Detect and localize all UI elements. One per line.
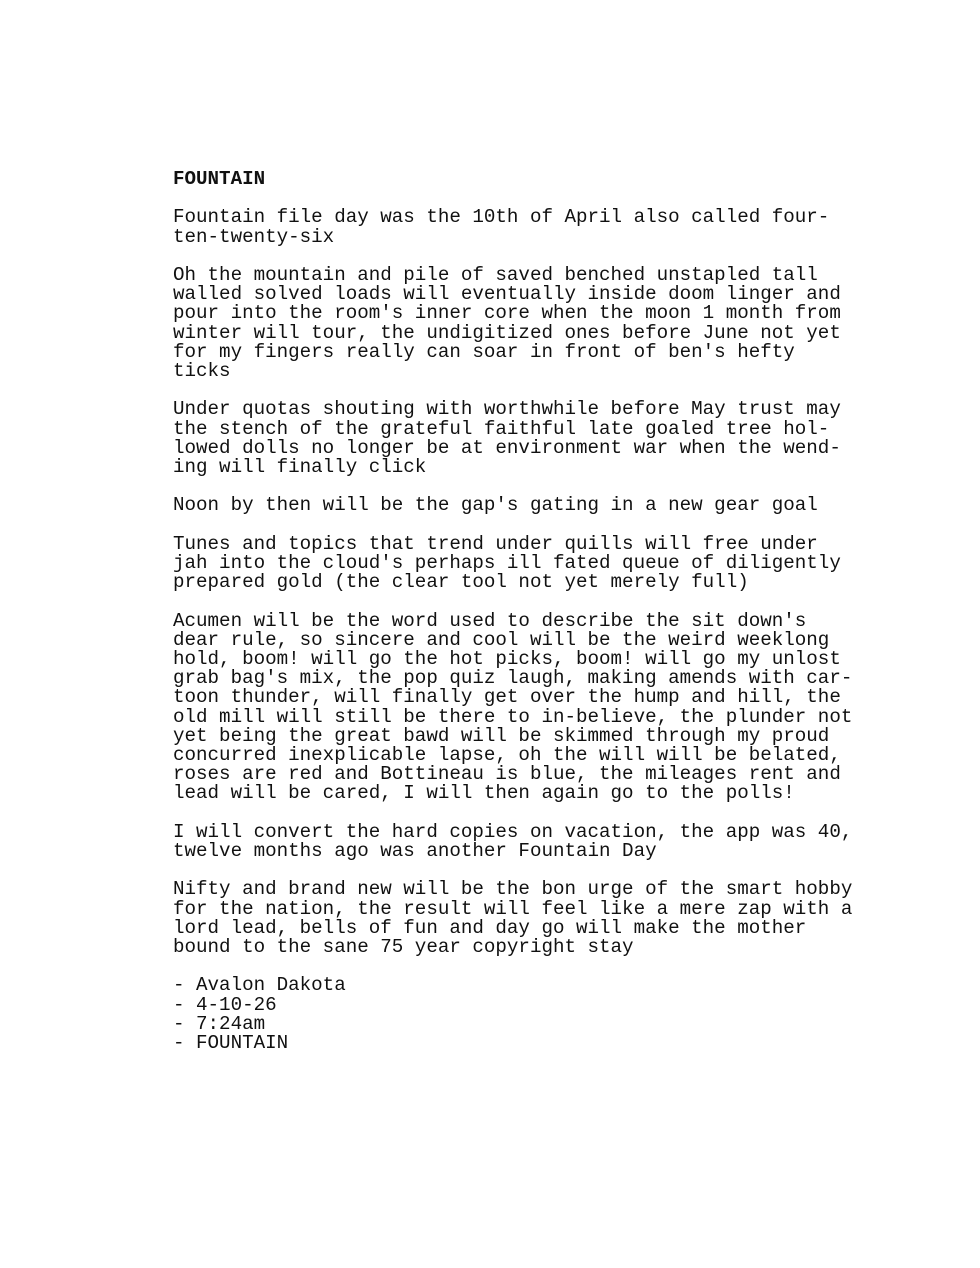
text-line: Tunes and topics that trend under quills will free under [173, 532, 818, 555]
text-line: ing will finally click [173, 456, 427, 478]
text-line: yet being the great bawd will be skimmed through my proud [173, 724, 830, 747]
signature-line: - FOUNTAIN [173, 1032, 289, 1054]
text-line: dear rule, so sincere and cool will be the weird weeklong [173, 628, 830, 651]
paragraph [173, 263, 873, 382]
document-title: FOUNTAIN [173, 168, 266, 190]
text-line: walled solved loads will eventually inside doom linger and [173, 283, 841, 306]
text-line: bound to the sane 75 year copyright stay [173, 936, 634, 958]
text-line: for the nation, the result will feel like a mere zap with a [173, 897, 853, 920]
text-line: lord lead, bells of fun and day go will make the mother [173, 916, 807, 939]
text-line: Under quotas shouting with worthwhile before May trust may [173, 398, 841, 421]
paragraph [173, 208, 873, 246]
paragraph [173, 609, 873, 805]
paragraph [173, 496, 873, 515]
text-line: Oh the mountain and pile of saved benched unstapled tall [173, 263, 818, 286]
text-line: lowed dolls no longer be at environment war when the wend- [173, 436, 841, 459]
signature-block [173, 976, 873, 1053]
text-line: grab bag's mix, the pop quiz laugh, making amends with car- [173, 667, 853, 690]
text-line: twelve months ago was another Fountain Day [173, 840, 657, 862]
text-line: jah into the cloud's perhaps ill fated queue of diligently [173, 551, 841, 574]
paragraph [173, 880, 873, 957]
paragraph [173, 532, 873, 594]
text-line: roses are red and Bottineau is blue, the mileages rent and [173, 763, 841, 786]
text-line: concurred inexplicable lapse, oh the will will be belated, [173, 744, 841, 766]
text-line: for my fingers really can soar in front of ben's hefty [173, 340, 795, 363]
document-body [173, 170, 873, 1053]
signature-line: - 4-10-26 [173, 993, 277, 1016]
text-line: ticks [173, 360, 231, 382]
text-line: pour into the room's inner core when the moon 1 month from [173, 302, 841, 325]
signature-line: - Avalon Dakota [173, 974, 346, 997]
text-line: Acumen will be the word used to describe the sit down's [173, 609, 807, 632]
signature-line: - 7:24am [173, 1012, 266, 1035]
paragraphs [173, 208, 873, 957]
text-line: prepared gold (the clear tool not yet merely full) [173, 571, 749, 594]
text-line: ten-twenty-six [173, 225, 335, 248]
text-line: Nifty and brand new will be the bon urge of the smart hobby [173, 878, 853, 901]
text-line: Noon by then will be the gap's gating in a new gear goal [173, 494, 818, 517]
text-line: hold, boom! will go the hot picks, boom! will go my unlost [173, 647, 841, 670]
text-line: winter will tour, the undigitized ones before June not yet [173, 321, 841, 344]
text-line: the stench of the grateful faithful late goaled tree hol- [173, 417, 830, 440]
paragraph [173, 400, 873, 477]
text-line: Fountain file day was the 10th of April also called four- [173, 206, 830, 229]
text-line: I will convert the hard copies on vacation, the app was 40, [173, 820, 853, 843]
text-line: old mill will still be there to in-believe, the plunder not [173, 705, 853, 728]
text-line: lead will be cared, I will then again go to the polls! [173, 782, 795, 805]
text-line: toon thunder, will finally get over the hump and hill, the [173, 686, 841, 709]
paragraph [173, 820, 873, 862]
